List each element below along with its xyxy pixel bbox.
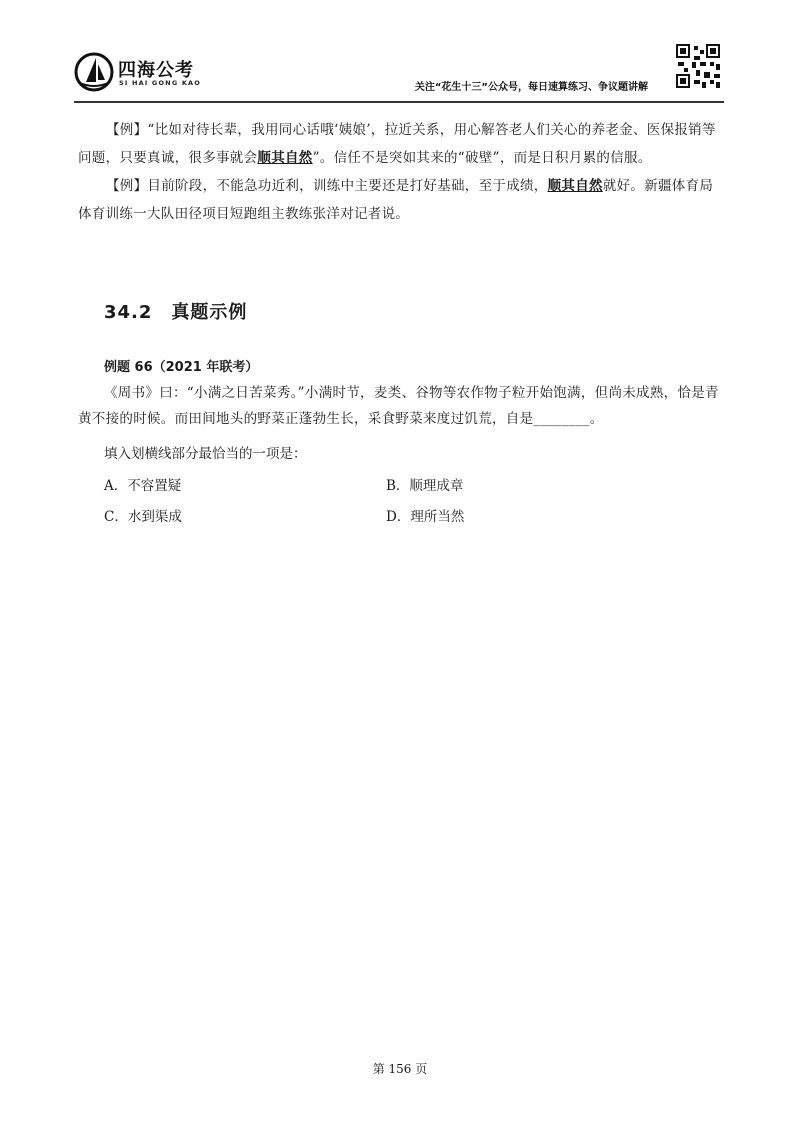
brand-subtitle: SI HAI GONG KAO bbox=[119, 79, 202, 87]
question-prompt: 填入划横线部分最恰当的一项是： bbox=[104, 446, 307, 462]
logo bbox=[74, 52, 224, 92]
header-slogan: 关注“花生十三”公众号，每日速算练习、争议题讲解 bbox=[414, 82, 648, 93]
question-title: 例题 66（2021 年联考） bbox=[104, 360, 259, 375]
qr-code-icon bbox=[676, 44, 720, 88]
highlight-term: 顺其自然 bbox=[547, 178, 603, 194]
section-title: 34.2 真题示例 bbox=[104, 302, 248, 323]
example-paragraph-1: 【例】“比如对待长辈，我用同心话哦‘姨娘’，拉近关系，用心解答老人们关心的养老金、医保报销等问题，只要真诚，很多事就会顺其自然”。信任不是突如其来的“破壁”，而是日积月累的信服。 bbox=[78, 122, 716, 166]
page-header bbox=[74, 40, 724, 98]
question-body: 《周书》曰：“小满之日苦菜秀。”小满时节，麦类、谷物等农作物子粒开始饱满，但尚未成熟，恰是青黄不接的时候。而田间地头的野菜正蓬勃生长，采食野菜来度过饥荒，自是________。 bbox=[78, 385, 719, 427]
example-paragraph-2: 【例】目前阶段，不能急功近利，训练中主要还是打好基础，至于成绩，顺其自然就好。新疆体育局体育训练一大队田径项目短跑组主教练张洋对记者说。 bbox=[78, 178, 714, 222]
sailboat-logo-icon bbox=[74, 52, 114, 92]
header-rule bbox=[74, 101, 724, 103]
option-d: D．理所当然 bbox=[386, 509, 465, 525]
option-c: C．水到渠成 bbox=[104, 509, 182, 525]
brand-name: 四海公考 bbox=[118, 60, 194, 81]
option-a: A．不容置疑 bbox=[104, 478, 182, 494]
page-number: 第 156 页 bbox=[372, 1062, 428, 1076]
highlight-term: 顺其自然 bbox=[257, 150, 313, 166]
option-b: B．顺理成章 bbox=[386, 478, 464, 494]
